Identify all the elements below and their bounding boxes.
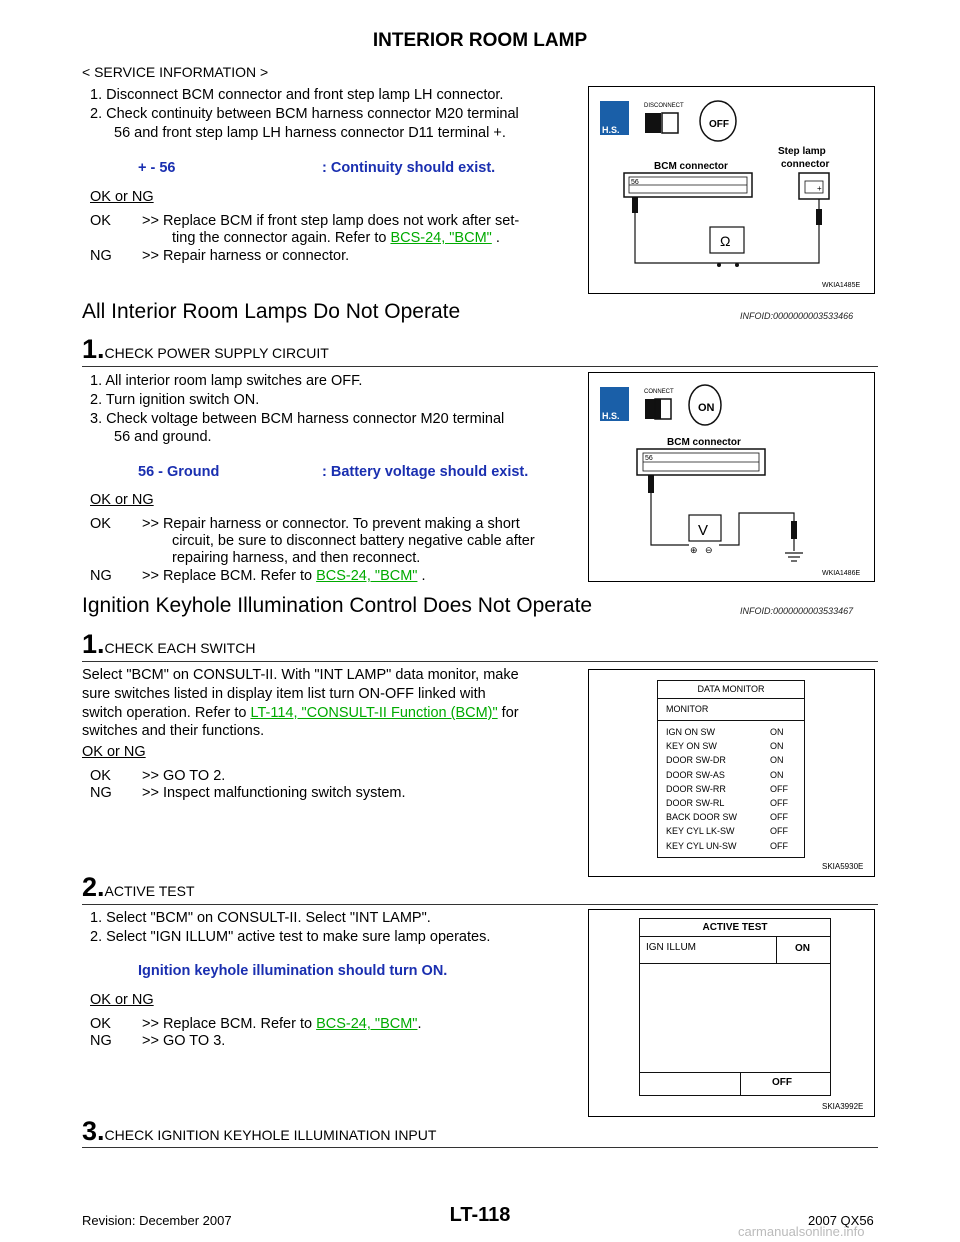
ok-text: >> Replace BCM. Refer to <box>142 1016 313 1032</box>
ignition-on-icon <box>689 385 721 425</box>
active-test-header: ACTIVE TEST <box>640 919 830 937</box>
monitor-item-name: IGN ON SW <box>666 727 715 737</box>
monitor-row <box>658 725 804 739</box>
bcm-connector-label: BCM connector <box>667 437 741 448</box>
probe-wires <box>648 475 803 561</box>
monitor-item-value: OFF <box>770 812 788 823</box>
pin-56-label: 56 <box>631 179 639 186</box>
ok-or-ng: OK or NG <box>82 744 146 760</box>
spec-result: : Continuity should exist. <box>322 160 496 176</box>
ok-label: OK <box>90 213 111 229</box>
step-title: ACTIVE TEST <box>104 883 195 899</box>
step-divider <box>82 1147 878 1148</box>
figure-id: WKIA1485E <box>822 282 861 289</box>
ok-text-end: . <box>495 230 500 246</box>
spec-result: Ignition keyhole illumination should turn ON. <box>138 963 448 979</box>
bcs-24-link[interactable]: BCS-24, "BCM" <box>316 568 418 584</box>
monitor-item-name: KEY CYL LK-SW <box>666 826 735 837</box>
paragraph-line-3: switch operation. Refer to <box>82 705 247 721</box>
monitor-item-name: DOOR SW-AS <box>666 769 725 780</box>
section-heading-all-lamps: All Interior Room Lamps Do Not Operate <box>82 300 461 323</box>
svg-text:ON: ON <box>698 402 715 414</box>
ng-text: >> Repair harness or connector. <box>142 248 350 264</box>
paragraph-line-1: Select "BCM" on CONSULT-II. With "INT LAMP" data monitor, make <box>82 667 519 683</box>
figure-active-test <box>588 909 875 1117</box>
ng-text: >> GO TO 3. <box>142 1033 226 1049</box>
revision-date: Revision: December 2007 <box>82 1213 232 1228</box>
ign-illum-item: IGN ILLUM <box>646 942 697 953</box>
active-test-screen <box>639 918 831 1096</box>
monitor-row <box>658 824 804 838</box>
instruction-2: 2. Check continuity between BCM harness connector M20 terminal <box>90 106 519 122</box>
ok-text-end: . <box>417 1016 422 1032</box>
instruction-1: 1. All interior room lamp switches are OFF. <box>90 373 363 389</box>
step-title: CHECK EACH SWITCH <box>104 640 256 656</box>
figure-id: WKIA1486E <box>822 570 861 577</box>
ok-or-ng: OK or NG <box>90 189 154 205</box>
ok-text-2: circuit, be sure to disconnect battery negative cable after <box>172 533 535 549</box>
step-divider <box>82 661 878 662</box>
step-title: CHECK POWER SUPPLY CIRCUIT <box>104 345 329 361</box>
ng-label: NG <box>90 248 112 264</box>
ohm-symbol: Ω <box>720 233 731 249</box>
step-number: 3. <box>82 1116 105 1146</box>
figure-continuity-check <box>588 86 875 294</box>
figure-voltage-check <box>588 372 875 582</box>
step-lamp-label: Step lamp <box>778 146 826 157</box>
ng-label: NG <box>90 568 112 584</box>
hs-icon <box>600 101 629 135</box>
ng-label: NG <box>90 785 112 801</box>
step-lamp-label-2: connector <box>781 159 830 170</box>
connect-label: CONNECT <box>644 389 674 395</box>
step-lamp-connector-shape <box>799 173 829 199</box>
monitor-rows <box>658 721 804 853</box>
monitor-row <box>658 739 804 753</box>
svg-text:OFF: OFF <box>709 119 729 130</box>
section-heading-keyhole: Ignition Keyhole Illumination Control Does Not Operate <box>82 594 593 617</box>
figure-id: SKIA5930E <box>822 862 864 871</box>
step-title: CHECK IGNITION KEYHOLE ILLUMINATION INPUT <box>104 1127 437 1143</box>
pin-56-label: 56 <box>645 455 653 462</box>
hs-label: H.S. <box>602 125 620 135</box>
monitor-item-value: OFF <box>770 826 788 837</box>
monitor-item-value: OFF <box>770 797 788 808</box>
ok-text-cont: ting the connector again. Refer to <box>172 230 387 246</box>
ok-text: >> Replace BCM if front step lamp does not work after set- <box>142 213 520 229</box>
minus-terminal: ⊖ <box>705 545 713 555</box>
monitor-item-name: DOOR SW-RR <box>666 783 726 794</box>
step-number: 1. <box>82 334 105 364</box>
monitor-subheader: MONITOR <box>658 699 804 721</box>
step-divider <box>82 904 878 905</box>
monitor-item-value: ON <box>770 741 784 752</box>
monitor-row <box>658 839 804 853</box>
ok-label: OK <box>90 516 111 532</box>
ign-illum-value: ON <box>795 943 810 954</box>
instruction-2: 2. Turn ignition switch ON. <box>90 392 260 408</box>
connector-connect-icon <box>645 399 671 419</box>
paragraph-line-4: switches and their functions. <box>82 723 265 739</box>
monitor-item-name: KEY CYL UN-SW <box>666 840 737 851</box>
ok-label: OK <box>90 768 111 784</box>
spec-result: : Battery voltage should exist. <box>322 464 529 480</box>
hs-label: H.S. <box>602 411 620 421</box>
paragraph-line-3-end: for <box>501 705 519 721</box>
instruction-2: 2. Select "IGN ILLUM" active test to make sure lamp operates. <box>90 929 491 945</box>
ng-text: >> Inspect malfunctioning switch system. <box>142 785 406 801</box>
disconnect-label: DISCONNECT <box>644 103 684 109</box>
off-button[interactable]: OFF <box>772 1077 792 1088</box>
figure-id: SKIA3992E <box>822 1102 864 1111</box>
ng-label: NG <box>90 1033 112 1049</box>
monitor-row <box>658 753 804 767</box>
step-divider <box>82 366 878 367</box>
connector-disconnect-icon <box>645 113 678 133</box>
figure-data-monitor <box>588 669 875 877</box>
bcm-connector-shape <box>624 173 752 197</box>
page-number: LT-118 <box>449 1204 511 1226</box>
monitor-header: DATA MONITOR <box>658 681 804 699</box>
instruction-1: 1. Select "BCM" on CONSULT-II. Select "INT LAMP". <box>90 910 431 926</box>
monitor-item-value: ON <box>770 727 784 737</box>
instruction-2-cont: 56 and front step lamp LH harness connector D11 terminal +. <box>114 125 506 141</box>
ng-text: >> Replace BCM. Refer to <box>142 568 313 584</box>
data-monitor-screen <box>657 680 805 858</box>
info-id: INFOID:0000000003533466 <box>740 311 854 321</box>
step-number: 2. <box>82 872 105 902</box>
ng-text-end: . <box>421 568 426 584</box>
section-label: < SERVICE INFORMATION > <box>82 64 269 80</box>
bcs-24-link[interactable]: BCS-24, "BCM" <box>316 1016 418 1032</box>
paragraph-line-2: sure switches listed in display item list turn ON-OFF linked with <box>82 686 486 702</box>
monitor-row <box>658 768 804 782</box>
instruction-1: 1. Disconnect BCM connector and front step lamp LH connector. <box>90 87 504 103</box>
ok-text: >> GO TO 2. <box>142 768 226 784</box>
monitor-row <box>658 810 804 824</box>
ok-or-ng: OK or NG <box>90 992 154 1008</box>
monitor-item-name: DOOR SW-RL <box>666 797 725 808</box>
monitor-item-value: OFF <box>770 783 788 794</box>
bcm-connector-shape <box>637 449 765 475</box>
model-name: 2007 QX56 <box>808 1213 874 1228</box>
spec-terminals: 56 - Ground <box>138 464 220 480</box>
watermark: carmanualsonline.info <box>738 1224 865 1239</box>
instruction-3: 3. Check voltage between BCM harness connector M20 terminal <box>90 411 505 427</box>
bcs-24-link[interactable]: BCS-24, "BCM" <box>390 230 492 246</box>
monitor-item-value: ON <box>770 755 784 766</box>
voltmeter-symbol: V <box>698 522 709 539</box>
instruction-3-cont: 56 and ground. <box>114 429 212 445</box>
ok-text-3: repairing harness, and then reconnect. <box>172 550 421 566</box>
page-title: INTERIOR ROOM LAMP <box>372 30 588 51</box>
lt-114-link[interactable]: LT-114, "CONSULT-II Function (BCM)" <box>250 705 498 721</box>
step-number: 1. <box>82 629 105 659</box>
spec-terminals: + - 56 <box>138 160 176 176</box>
info-id: INFOID:0000000003533467 <box>740 606 854 616</box>
monitor-item-value: ON <box>770 769 784 780</box>
monitor-item-value: OFF <box>770 840 788 851</box>
plus-terminal: ⊕ <box>690 545 698 555</box>
monitor-item-name: BACK DOOR SW <box>666 812 738 823</box>
plus-terminal-label: + <box>817 184 822 193</box>
ok-or-ng: OK or NG <box>90 492 154 508</box>
ok-label: OK <box>90 1016 111 1032</box>
monitor-row <box>658 782 804 796</box>
monitor-item-name: DOOR SW-DR <box>666 755 726 766</box>
bcm-connector-label: BCM connector <box>654 161 728 172</box>
ok-text: >> Repair harness or connector. To prevent making a short <box>142 516 520 532</box>
hs-icon <box>600 387 629 421</box>
monitor-item-name: KEY ON SW <box>666 741 717 752</box>
monitor-row <box>658 796 804 810</box>
ignition-off-icon <box>700 101 736 141</box>
